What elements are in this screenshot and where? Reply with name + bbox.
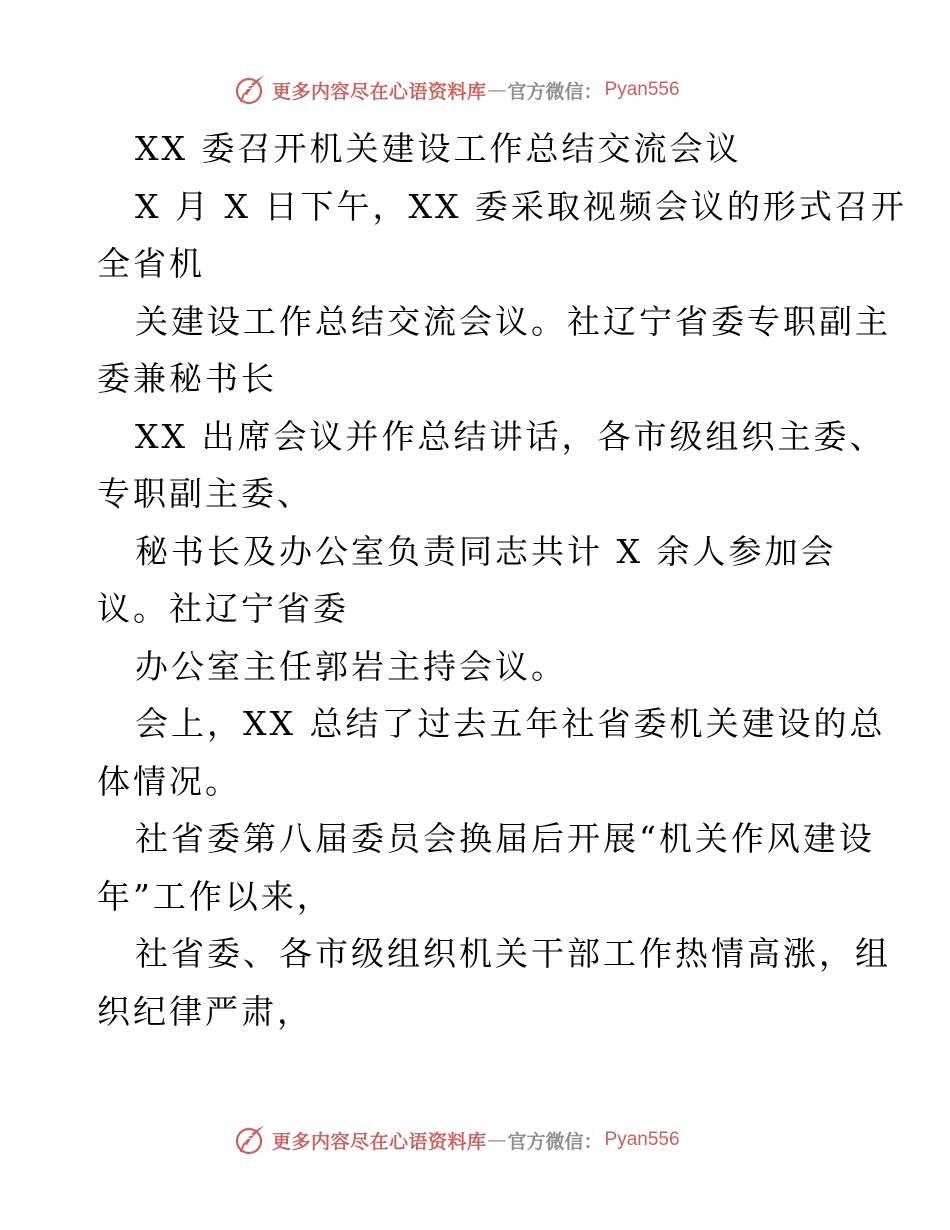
footer-watermark — [234, 1124, 680, 1156]
body-line-6: XX 出席会议并作总结讲话，各市级组织主委、 — [135, 416, 886, 456]
body-line-1: XX 委召开机关建设工作总结交流会议 — [135, 129, 742, 168]
watermark-channel-text: 官方微信： — [507, 1130, 603, 1153]
watermark-brand-text: 更多内容尽在心语资料库 — [272, 1130, 487, 1153]
body-line-11: 会上，XX 总结了过去五年社省委机关建设的总 — [135, 704, 886, 743]
body-line-10: 办公室主任郭岩主持会议。 — [135, 646, 567, 686]
body-line-4: 关建设工作总结交流会议。社辽宁省委专职副主 — [135, 301, 891, 341]
body-line-2: X 月 X 日下午，XX 委采取视频会议的形式召开 — [135, 186, 907, 226]
body-line-8: 秘书长及办公室负责同志共计 X 余人参加会 — [135, 531, 837, 571]
watermark-channel-text: 官方微信： — [507, 80, 603, 103]
body-line-12: 体情况。 — [97, 761, 241, 801]
body-line-3: 全省机 — [97, 244, 205, 283]
feather-pen-logo-icon — [234, 1124, 268, 1156]
body-line-14: 年”工作以来， — [97, 876, 333, 916]
body-line-16: 织纪律严肃， — [97, 991, 313, 1031]
watermark-brand-text: 更多内容尽在心语资料库 — [272, 80, 487, 103]
body-line-5: 委兼秘书长 — [97, 359, 277, 398]
watermark-dash: — — [487, 79, 507, 101]
watermark-account: Pyan556 — [604, 1129, 680, 1150]
body-line-9: 议。社辽宁省委 — [97, 589, 349, 628]
watermark-dash: — — [487, 1129, 507, 1151]
document-body — [97, 120, 907, 1040]
body-line-15: 社省委、各市级组织机关干部工作热情高涨，组 — [135, 934, 891, 973]
body-line-7: 专职副主委、 — [97, 474, 313, 513]
feather-pen-logo-icon — [234, 74, 268, 106]
body-line-13: 社省委第八届委员会换届后开展“机关作风建设 — [135, 819, 875, 858]
watermark-account: Pyan556 — [604, 79, 680, 100]
header-watermark — [234, 74, 680, 106]
